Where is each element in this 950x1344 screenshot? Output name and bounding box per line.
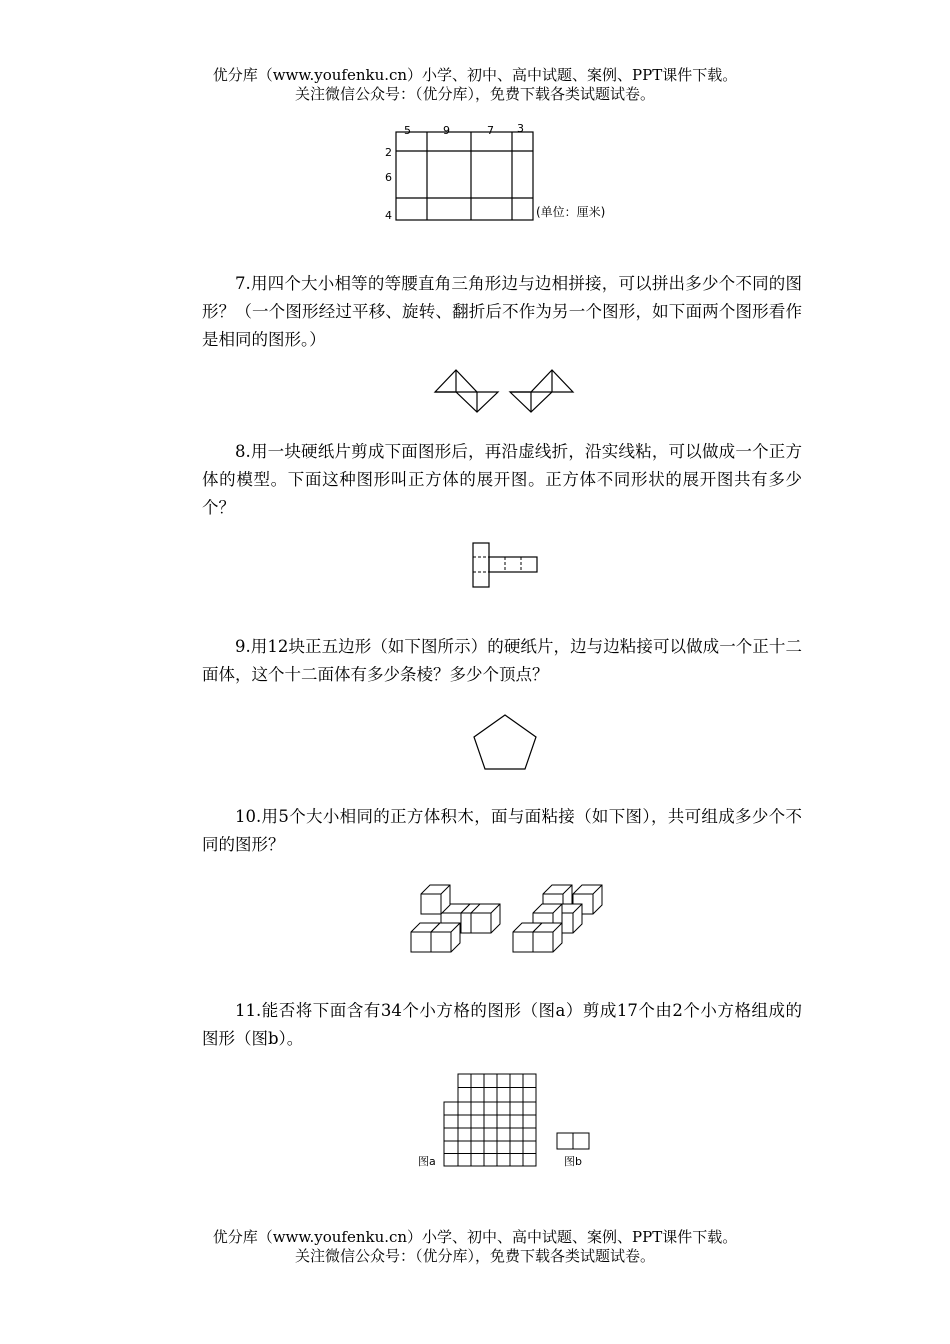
footer-line-2: 关注微信公众号：（优分库），免费下载各类试题试卷。 <box>294 1247 655 1265</box>
question-9-text: 9.用12块正五边形（如下图所示）的硬纸片，边与边粘接可以做成一个正十二面体，这个十二面体有多少条棱？多少个顶点？ <box>202 637 802 684</box>
header-line-2: 关注微信公众号：（优分库），免费下载各类试题试卷。 <box>294 85 655 103</box>
question-7-text: 7.用四个大小相等的等腰直角三角形边与边相拼接，可以拼出多少个不同的图形？（一个图形经过平移、旋转、翻折后不作为另一个图形，如下面两个图形看作是相同的图形。） <box>202 274 802 349</box>
question-10 <box>202 803 802 859</box>
pentagon-figure <box>470 712 540 772</box>
top-label-9: 9 <box>443 124 450 137</box>
question-9 <box>202 633 802 689</box>
top-label-5: 5 <box>404 124 411 137</box>
grid-figure <box>412 1072 602 1172</box>
cube-net-figure <box>470 540 540 590</box>
question-7 <box>202 270 802 354</box>
header-line-1: 优分库（www.youfenku.cn）小学、初中、高中试题、案例、PPT课件下载。 <box>212 66 738 84</box>
cubes-figure <box>405 880 605 955</box>
triangles-figure <box>430 365 580 415</box>
rectangle-dimension-figure <box>380 120 640 230</box>
side-label-4: 4 <box>385 209 392 222</box>
question-8-text: 8.用一块硬纸片剪成下面图形后，再沿虚线折，沿实线粘，可以做成一个正方体的模型。下面这种图形叫正方体的展开图。正方体不同形状的展开图共有多少个？ <box>202 442 802 517</box>
unit-label: (单位：厘米) <box>536 205 606 219</box>
label-figure-b: 图b <box>564 1155 582 1168</box>
side-label-6: 6 <box>385 171 392 184</box>
top-label-7: 7 <box>487 124 494 137</box>
side-label-2: 2 <box>385 146 392 159</box>
question-8 <box>202 438 802 522</box>
footer-line-1: 优分库（www.youfenku.cn）小学、初中、高中试题、案例、PPT课件下载。 <box>212 1228 738 1246</box>
page-header <box>0 66 950 104</box>
page-footer <box>0 1228 950 1266</box>
question-11 <box>202 997 802 1053</box>
question-11-text: 11.能否将下面含有34个小方格的图形（图a）剪成17个由2个小方格组成的图形（图b）。 <box>202 1001 802 1048</box>
question-10-text: 10.用5个大小相同的正方体积木，面与面粘接（如下图），共可组成多少个不同的图形？ <box>202 807 802 854</box>
label-figure-a: 图a <box>418 1155 436 1168</box>
top-label-3: 3 <box>517 122 524 135</box>
